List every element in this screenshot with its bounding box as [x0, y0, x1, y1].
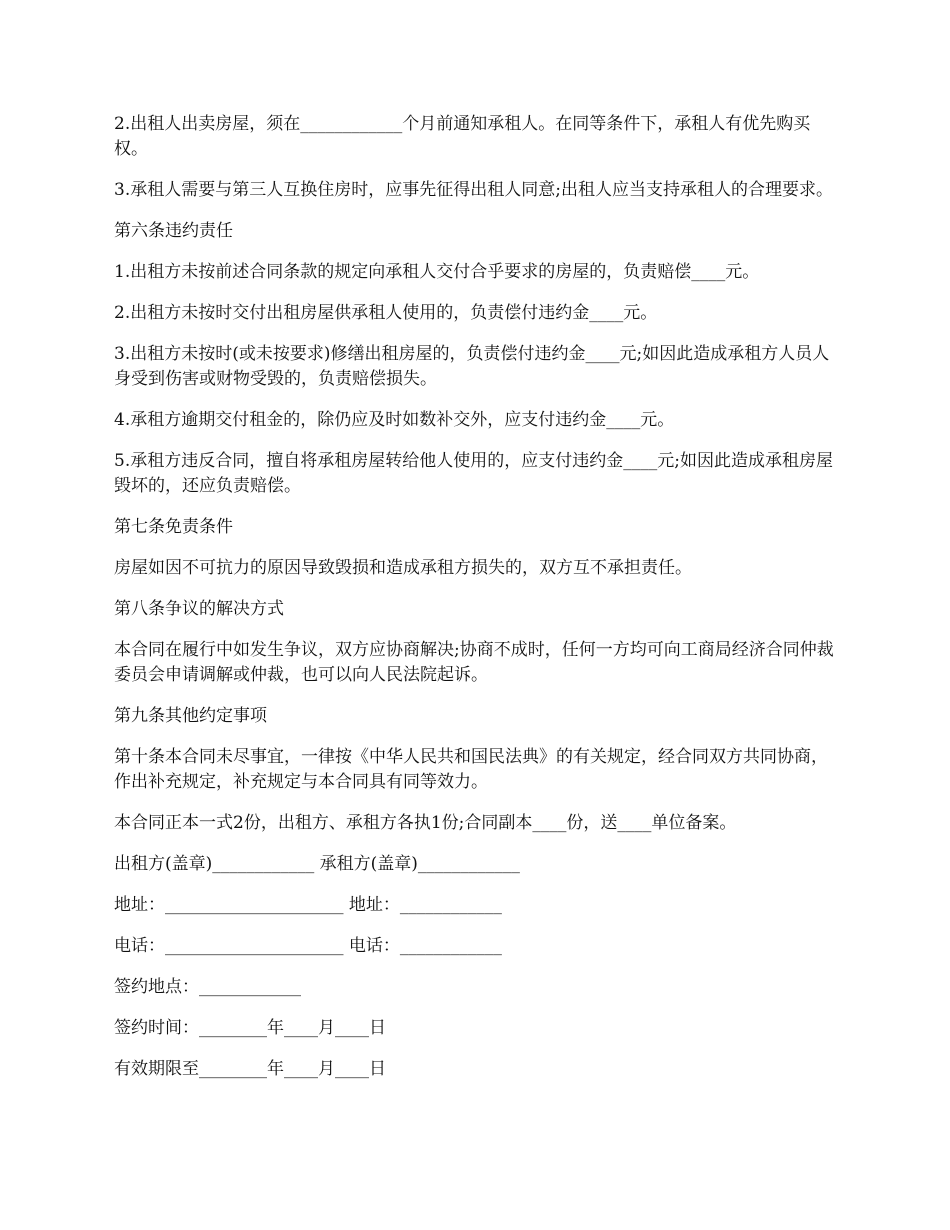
section-heading: 第六条违约责任 — [114, 221, 233, 241]
section-heading: 第八条争议的解决方式 — [114, 599, 284, 619]
clause-paragraph: 第十条本合同未尽事宜，一律按《中华人民共和国民法典》的有关规定，经合同双方共同协商，作出补充规定，补充规定与本合同具有同等效力。 — [114, 747, 828, 792]
address-field-line: 地址：_____________________ 地址：____________ — [114, 895, 502, 915]
clause-paragraph: 3.承租人需要与第三人互换住房时，应事先征得出租人同意;出租人应当支持承租人的合理要求。 — [114, 180, 833, 200]
clause-paragraph: 2.出租人出卖房屋，须在____________个月前通知承租人。在同等条件下，承租人有优先购买权。 — [114, 114, 811, 159]
validity-date-field: 有效期限至________年____月____日 — [114, 1059, 386, 1079]
signing-place-field: 签约地点：____________ — [114, 977, 301, 997]
document-body — [114, 112, 844, 1098]
clause-paragraph: 5.承租方违反合同，擅自将承租房屋转给他人使用的，应支付违约金____元;如因此造成承租房屋毁坏的，还应负责赔偿。 — [114, 451, 833, 496]
signing-date-field: 签约时间：________年____月____日 — [114, 1018, 386, 1038]
clause-paragraph: 房屋如因不可抗力的原因导致毁损和造成承租方损失的，双方互不承担责任。 — [114, 558, 692, 578]
clause-paragraph: 本合同正本一式2份，出租方、承租方各执1份;合同副本____份，送____单位备案。 — [114, 813, 737, 833]
clause-paragraph: 本合同在履行中如发生争议，双方应协商解决;协商不成时，任何一方均可向工商局经济合同仲裁委员会申请调解或仲裁，也可以向人民法院起诉。 — [114, 640, 834, 685]
clause-paragraph: 3.出租方未按时(或未按要求)修缮出租房屋的，负责偿付违约金____元;如因此造成承租方人员人身受到伤害或财物受毁的，负责赔偿损失。 — [114, 344, 830, 389]
clause-paragraph: 4.承租方逾期交付租金的，除仍应及时如数补交外，应支付违约金____元。 — [114, 410, 675, 430]
section-heading: 第九条其他约定事项 — [114, 706, 267, 726]
phone-field-line: 电话：_____________________ 电话：____________ — [114, 936, 502, 956]
section-heading: 第七条免责条件 — [114, 517, 233, 537]
clause-paragraph: 2.出租方未按时交付出租房屋供承租人使用的，负责偿付违约金____元。 — [114, 303, 658, 323]
clause-paragraph: 1.出租方未按前述合同条款的规定向承租人交付合乎要求的房屋的，负责赔偿____元。 — [114, 262, 760, 282]
signature-field-line: 出租方(盖章)____________ 承租方(盖章)____________ — [114, 854, 520, 874]
